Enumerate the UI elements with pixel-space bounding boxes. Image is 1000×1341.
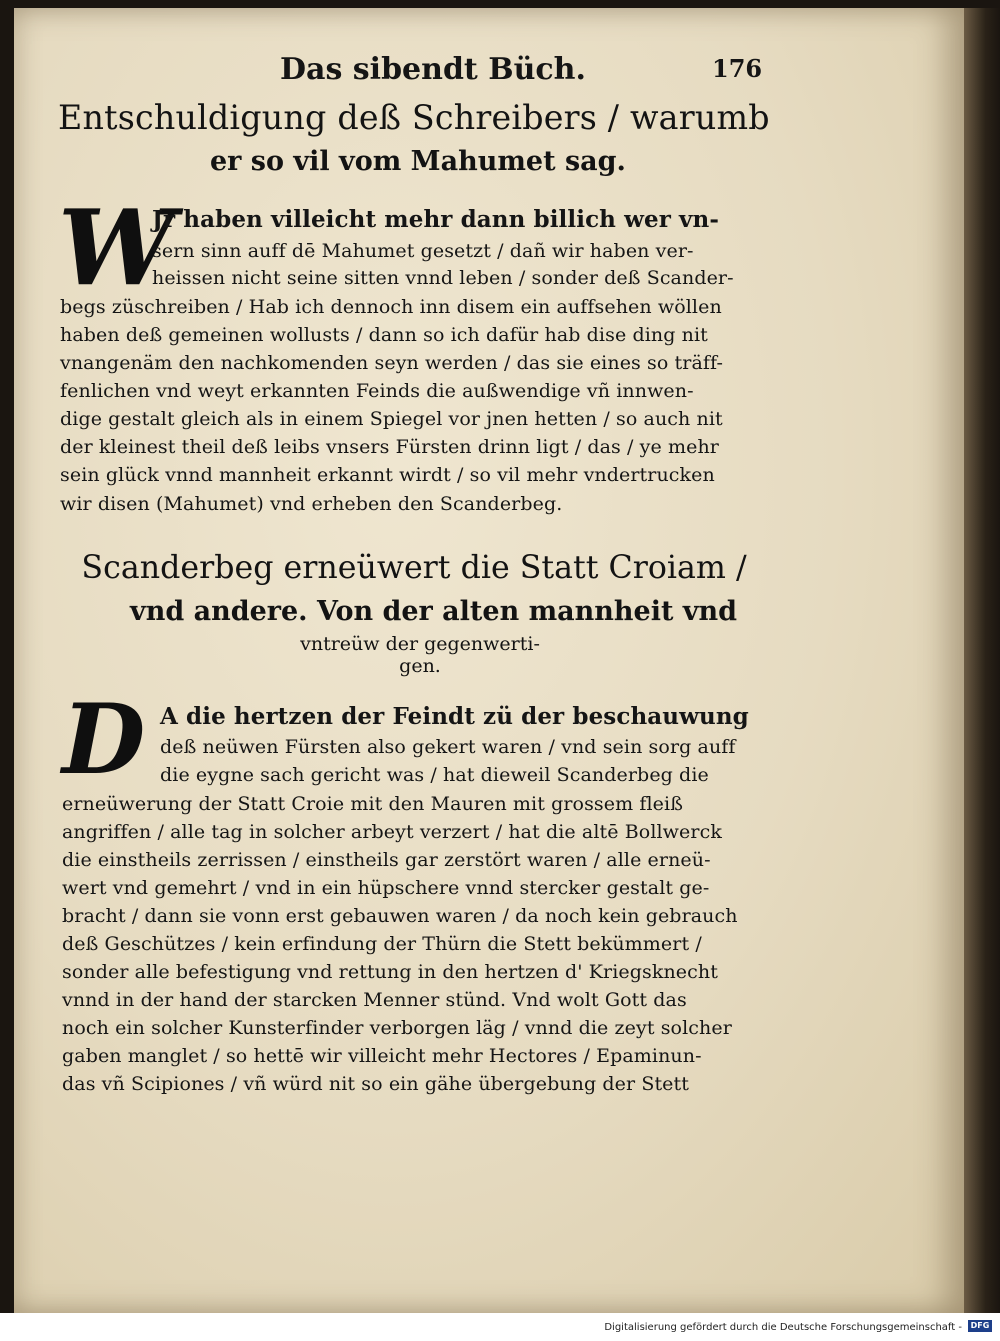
section2-line: noch ein solcher Kunsterfinder verborgen läg / vnnd die zeyt solcher	[62, 1017, 732, 1039]
page-edge-shadow	[964, 8, 1000, 1313]
section2-line: erneüwerung der Statt Croie mit den Mauren mit grossem fleiß	[62, 793, 683, 815]
section2-line: vnnd in der hand der starcken Menner stünd. Vnd wolt Gott das	[62, 989, 687, 1011]
section1-line: vnangenäm den nachkomenden seyn werden / das sie eines so träff-	[60, 352, 724, 374]
section1-line: begs züschreiben / Hab ich dennoch inn disem ein auffsehen wöllen	[60, 296, 722, 318]
page-number: 176	[712, 54, 763, 83]
section2-line: die eygne sach gericht was / hat dieweil Scanderbeg die	[160, 764, 709, 786]
section2-line: wert vnd gemehrt / vnd in ein hüpschere vnnd stercker gestalt ge-	[62, 877, 710, 899]
section2-line: deß Geschützes / kein erfindung der Thürn die Stett bekümmert /	[62, 933, 702, 955]
section1-line: fenlichen vnd weyt erkannten Feinds die außwendige vñ innwen-	[60, 380, 694, 402]
section1-line: haben deß gemeinen wollusts / dann so ich dafür hab dise ding nit	[60, 324, 708, 346]
section2-heading-line2: vnd andere. Von der alten mannheit vnd	[130, 596, 738, 627]
section2-heading-line4: gen.	[399, 655, 441, 677]
section2-line: die einstheils zerrissen / einstheils gar zerstört waren / alle erneü-	[62, 849, 711, 871]
section2-line: A die hertzen der Feindt zü der beschauwung	[160, 703, 749, 730]
running-head: Das sibendt Büch.	[280, 52, 586, 87]
section1-line: der kleinest theil deß leibs vnsers Fürsten drinn ligt / das / ye mehr	[60, 436, 719, 458]
section2-line: angriffen / alle tag in solcher arbeyt verzert / hat die altē Bollwerck	[62, 821, 722, 843]
funding-credit: Digitalisierung gefördert durch die Deutsche Forschungsgemeinschaft -	[604, 1322, 962, 1333]
section2-line: deß neüwen Fürsten also gekert waren / vnd sein sorg auff	[160, 736, 736, 758]
section1-line: sern sinn auff dē Mahumet gesetzt / dañ wir haben ver-	[152, 240, 694, 262]
section1-line: Jr haben villeicht mehr dann billich wer vn-	[152, 206, 719, 233]
section2-line: bracht / dann sie vonn erst gebauwen waren / da noch kein gebrauch	[62, 905, 738, 927]
section1-heading-line2: er so vil vom Mahumet sag.	[210, 146, 626, 177]
dfg-logo-icon: DFG	[968, 1320, 992, 1332]
section1-line: heissen nicht seine sitten vnnd leben / sonder deß Scander-	[152, 267, 734, 289]
section2-heading-line3: vntreüw der gegenwerti-	[300, 633, 540, 655]
section2-line: sonder alle befestigung vnd rettung in den hertzen d' Kriegsknecht	[62, 961, 718, 983]
section2-line: das vñ Scipiones / vñ würd nit so ein gähe übergebung der Stett	[62, 1073, 690, 1095]
section1-drop-initial: W	[58, 186, 175, 309]
section1-line: sein glück vnnd mannheit erkannt wirdt / so vil mehr vndertrucken	[60, 464, 715, 486]
section1-line: wir disen (Mahumet) vnd erheben den Scanderbeg.	[60, 493, 563, 515]
section1-heading-line1: Entschuldigung deß Schreibers / warumb	[58, 98, 770, 138]
section2-heading-line1: Scanderbeg erneüwert die Statt Croiam /	[81, 548, 747, 586]
section2-line: gaben manglet / so hettē wir villeicht mehr Hectores / Epaminun-	[62, 1045, 702, 1067]
section1-line: dige gestalt gleich als in einem Spiegel vor jnen hetten / so auch nit	[60, 408, 723, 430]
section2-drop-initial: D	[62, 683, 146, 796]
